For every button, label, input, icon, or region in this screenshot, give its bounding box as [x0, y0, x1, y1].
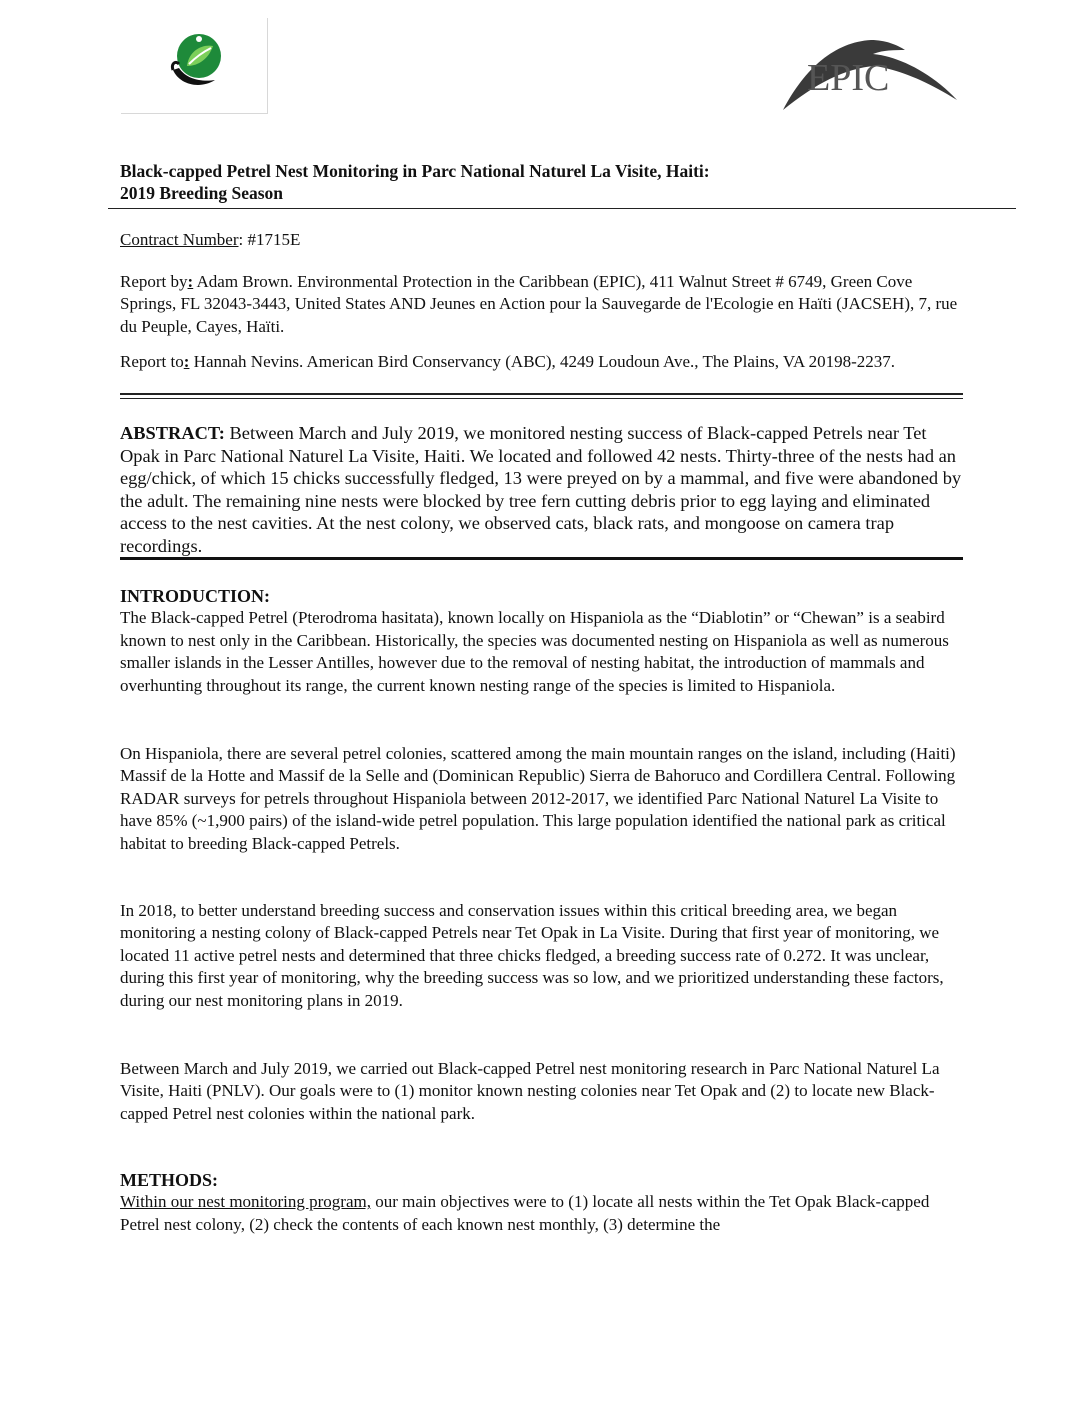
methods-section	[120, 1169, 970, 1236]
document-title	[120, 160, 710, 204]
report-to-colon: :	[183, 352, 190, 371]
abstract-label: ABSTRACT:	[120, 423, 225, 443]
epic-logo-text: EPIC	[807, 57, 890, 99]
introduction-section	[120, 585, 970, 697]
report-by-colon: :	[187, 272, 194, 291]
title-line-1: Black-capped Petrel Nest Monitoring in Parc National Naturel La Visite, Haiti:	[120, 161, 710, 181]
epic-petrel-logo-icon	[775, 28, 965, 118]
abstract-bottom-divider	[120, 557, 963, 560]
title-line-2: 2019 Breeding Season	[120, 183, 284, 203]
contract-value: #1715E	[243, 230, 301, 249]
contract-label: Contract Number	[120, 230, 239, 249]
methods-heading: METHODS:	[120, 1170, 219, 1190]
report-by-text: Adam Brown. Environmental Protection in the Caribbean (EPIC), 411 Walnut Street # 6749, Green Cove Springs, FL 32043-3443, United States AND Jeunes en Action pour la Sauvegarde de l'Ecologie en Haïti (JACSEH), 7, rue du Peuple, Cayes, Haïti.	[120, 272, 958, 336]
introduction-heading: INTRODUCTION:	[120, 586, 271, 606]
title-divider	[108, 208, 1016, 209]
abstract-top-divider	[120, 393, 963, 399]
contract-number	[120, 229, 970, 251]
epic-logo	[775, 28, 965, 118]
introduction-paragraph-1: The Black-capped Petrel (Pterodroma hasitata), known locally on Hispaniola as the “Diablotin” or “Chewan” is a seabird known to nest only in the Caribbean. Historically, the species was documented nesting on Hispaniola as well as numerous smaller islands in the Lesser Antilles, however due to the removal of nesting habitat, the introduction of mammals and overhunting throughout its range, the current known nesting range of the species is limited to Hispaniola.	[120, 608, 949, 695]
report-by-label: Report by	[120, 272, 188, 291]
methods-paragraph	[120, 1191, 970, 1236]
methods-text: our main objectives were to (1) locate all nests within the Tet Opak Black-capped Petrel nest colony, (2) check the contents of each known nest monthly, (3) determine the	[120, 1192, 930, 1234]
introduction-paragraph-3: In 2018, to better understand breeding success and conservation issues within this critical breeding area, we began monitoring a nesting colony of Black-capped Petrels near Tet Opak in La Visite. During that first year of monitoring, we located 11 active petrel nests and determined that three chicks fledged, a breeding success rate of 0.272. It was unclear, during this first year of monitoring, why the breeding success was so low, and we prioritized understanding these factors, during our nest monitoring plans in 2019.	[120, 901, 944, 1010]
report-by	[120, 271, 970, 338]
methods-lead: Within our nest monitoring program,	[120, 1192, 371, 1212]
jacseh-logo-box	[121, 18, 268, 114]
introduction-paragraph-4: Between March and July 2019, we carried out Black-capped Petrel nest monitoring research in Parc National Naturel La Visite, Haiti (PNLV). Our goals were to (1) monitor known nesting colonies near Tet Opak and (2) to locate new Black-capped Petrel nest colonies within the national park.	[120, 1059, 940, 1123]
contract-colon: :	[238, 230, 244, 249]
abstract-text: Between March and July 2019, we monitored nesting success of Black-capped Petrels near Tet Opak in Parc National Naturel La Visite, Haiti. We located and followed 42 nests. Thirty-three of the nests had an egg/chick, of which 15 chicks successfully fledged, 13 were preyed on by a mammal, and five were abandoned by the adult. The remaining nine nests were blocked by tree fern cutting debris prior to egg laying and eliminated access to the nest cavities. At the nest colony, we observed cats, black rats, and mongoose on camera trap recordings.	[120, 423, 962, 556]
report-to-text: Hannah Nevins. American Bird Conservancy (ABC), 4249 Loudoun Ave., The Plains, VA 20198-2237.	[189, 352, 896, 371]
report-to	[120, 351, 980, 373]
report-to-label: Report to	[120, 352, 184, 371]
introduction-paragraph-2: On Hispaniola, there are several petrel colonies, scattered among the main mountain ranges on the island, including (Haiti) Massif de la Hotte and Massif de la Selle and (Dominican Republic) Sierra de Bahoruco and Cordillera Central. Following RADAR surveys for petrels throughout Hispaniola between 2012-2017, we identified Parc National Naturel La Visite to have 85% (~1,900 pairs) of the island-wide petrel population. This large population identified the national park as critical habitat to breeding Black-capped Petrels.	[120, 744, 956, 853]
abstract	[120, 422, 965, 558]
jacseh-leaf-logo-icon	[169, 30, 225, 92]
